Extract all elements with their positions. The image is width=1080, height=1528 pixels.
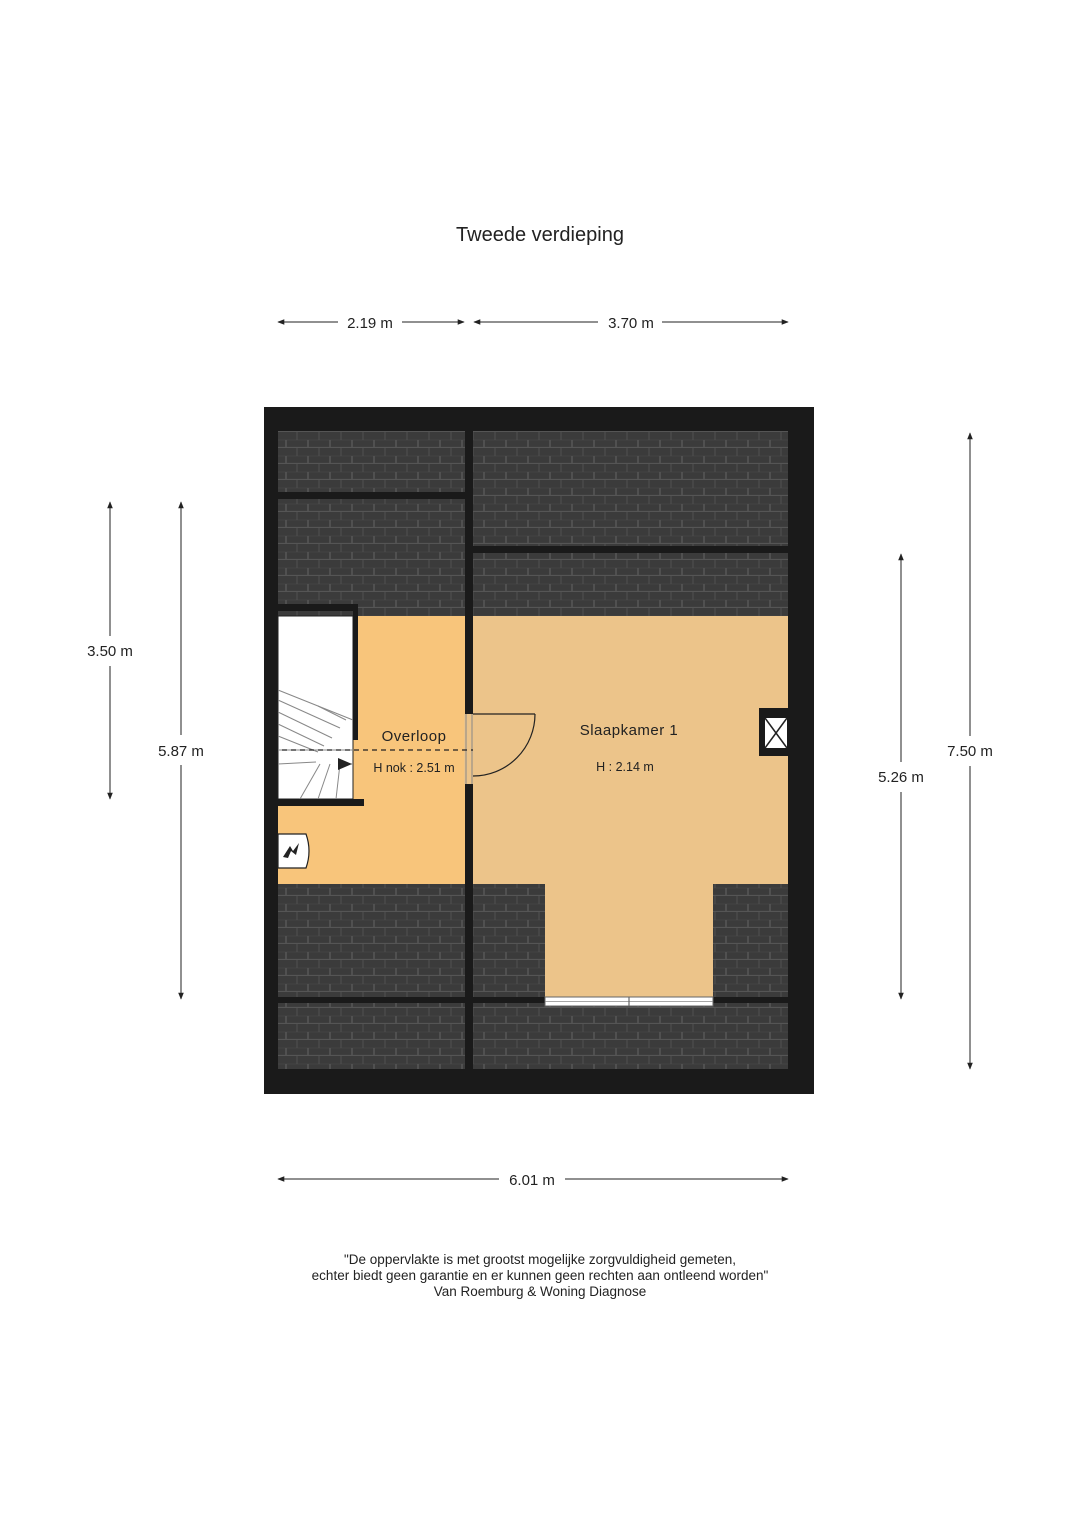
dim-top-right: 3.70 m: [608, 315, 654, 332]
disclaimer: [0, 1252, 1080, 1300]
dim-top-left: 2.19 m: [347, 315, 393, 332]
dim-right-outer: 7.50 m: [947, 743, 993, 760]
window-icon: [545, 997, 713, 1006]
disclaimer-line-1: "De oppervlakte is met grootst mogelijke zorgvuldigheid gemeten,: [344, 1252, 736, 1267]
floor-title: Tweede verdieping: [456, 224, 624, 246]
dim-bottom: 6.01 m: [509, 1172, 555, 1189]
ventilation-shaft-icon: [759, 708, 788, 756]
disclaimer-line-3: Van Roemburg & Woning Diagnose: [433, 1284, 647, 1299]
staircase-icon: [278, 616, 353, 799]
room-height-landing: H nok : 2.51 m: [373, 761, 455, 775]
room-height-bedroom: H : 2.14 m: [596, 760, 654, 774]
boiler-icon: [278, 834, 309, 868]
dim-left-inner: 5.87 m: [158, 743, 204, 760]
room-name-bedroom: Slaapkamer 1: [579, 722, 679, 739]
room-name-landing: Overloop: [381, 728, 447, 745]
dim-right-inner: 5.26 m: [878, 769, 924, 786]
dim-left-outer: 3.50 m: [87, 643, 133, 660]
disclaimer-line-2: echter biedt geen garantie en er kunnen geen rechten aan ontleend worden": [311, 1268, 769, 1283]
